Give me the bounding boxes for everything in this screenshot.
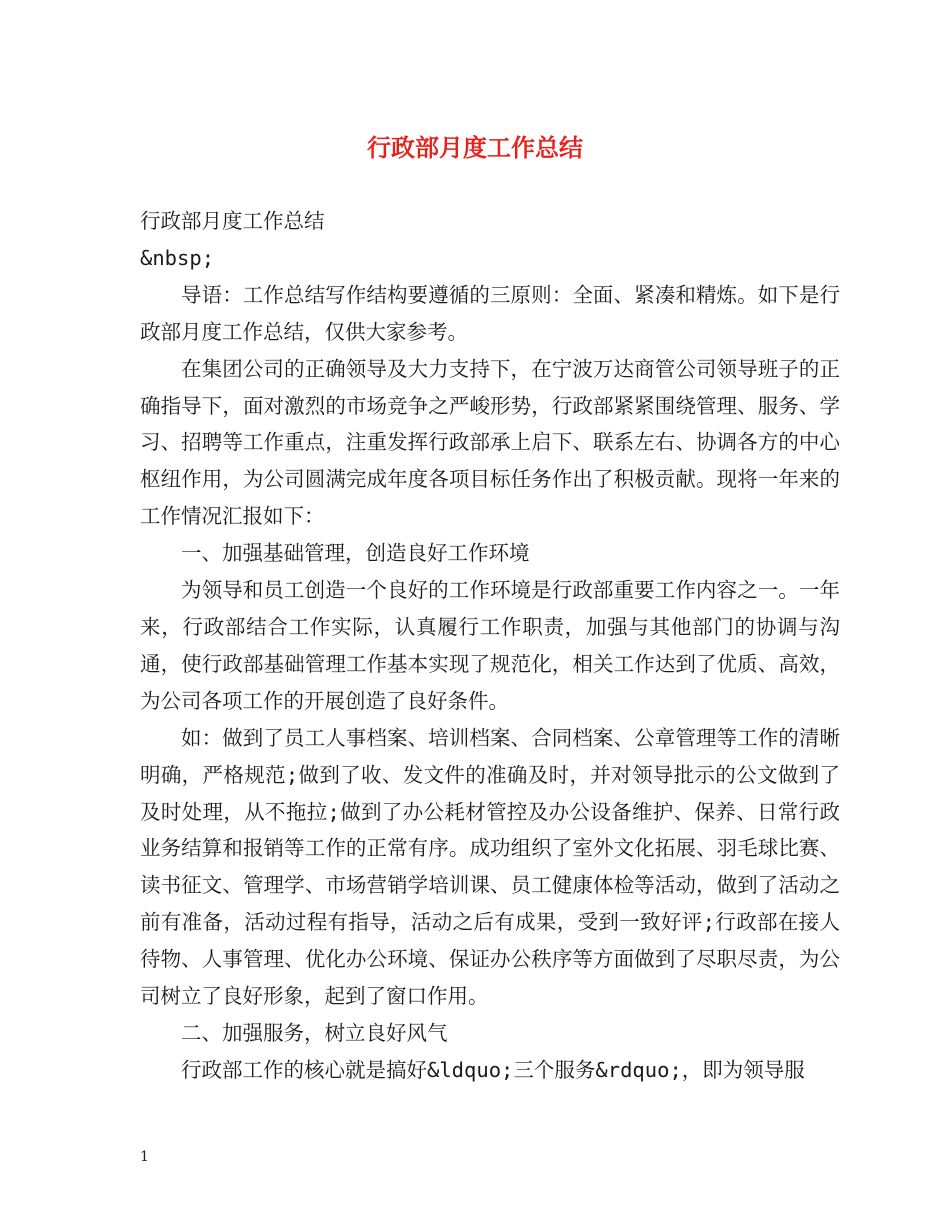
body-paragraph: 如：做到了员工人事档案、培训档案、合同档案、公章管理等工作的清晰明确，严格规范;做到了收、发文件的准确及时，并对领导批示的公文做到了及时处理，从不拖拉;做到了办公耗材管控及办公设备维护、保养、日常行政业务结算和报销等工作的正常有序。成功组织了室外文化拓展、羽毛球比赛、读书征文、管理学、市场营销学培训课、员工健康体检等活动，做到了活动之前有准备，活动过程有指导，活动之后有成果，受到一致好评;行政部在接人待物、人事管理、优化办公环境、保证办公秩序等方面做到了尽职尽责，为公司树立了良好形象，起到了窗口作用。 [140, 725, 840, 1009]
page-number: 1 [140, 1149, 149, 1165]
section-heading: 二、加强服务，树立良好风气 [181, 1020, 448, 1045]
body-paragraph: 为领导和员工创造一个良好的工作环境是行政部重要工作内容之一。一年来，行政部结合工作实际，认真履行工作职责，加强与其他部门的协调与沟通，使行政部基础管理工作基本实现了规范化，相关工作达到了优质、高效，为公司各项工作的开展创造了良好条件。 [140, 578, 840, 713]
document-title: 行政部月度工作总结 [367, 133, 583, 162]
body-paragraph: 在集团公司的正确领导及大力支持下，在宁波万达商管公司领导班子的正确指导下，面对激烈的市场竞争之严峻形势，行政部紧紧围绕管理、服务、学习、招聘等工作重点，注重发挥行政部承上启下、联系左右、协调各方的中心枢纽作用，为公司圆满完成年度各项目标任务作出了积极贡献。现将一年来的工作情况汇报如下： [140, 356, 840, 529]
body-paragraph: 导语：工作总结写作结构要遵循的三原则：全面、紧凑和精炼。如下是行政部月度工作总结，仅供大家参考。 [140, 282, 840, 344]
body-paragraph: 行政部月度工作总结 [140, 209, 325, 233]
body-paragraph: &nbsp; [140, 245, 215, 270]
section-heading: 一、加强基础管理，创造良好工作环境 [181, 541, 530, 566]
document-body [140, 203, 840, 1089]
body-paragraph: 行政部工作的核心就是搞好&ldquo;三个服务&rdquo;，即为领导服 [181, 1057, 805, 1082]
